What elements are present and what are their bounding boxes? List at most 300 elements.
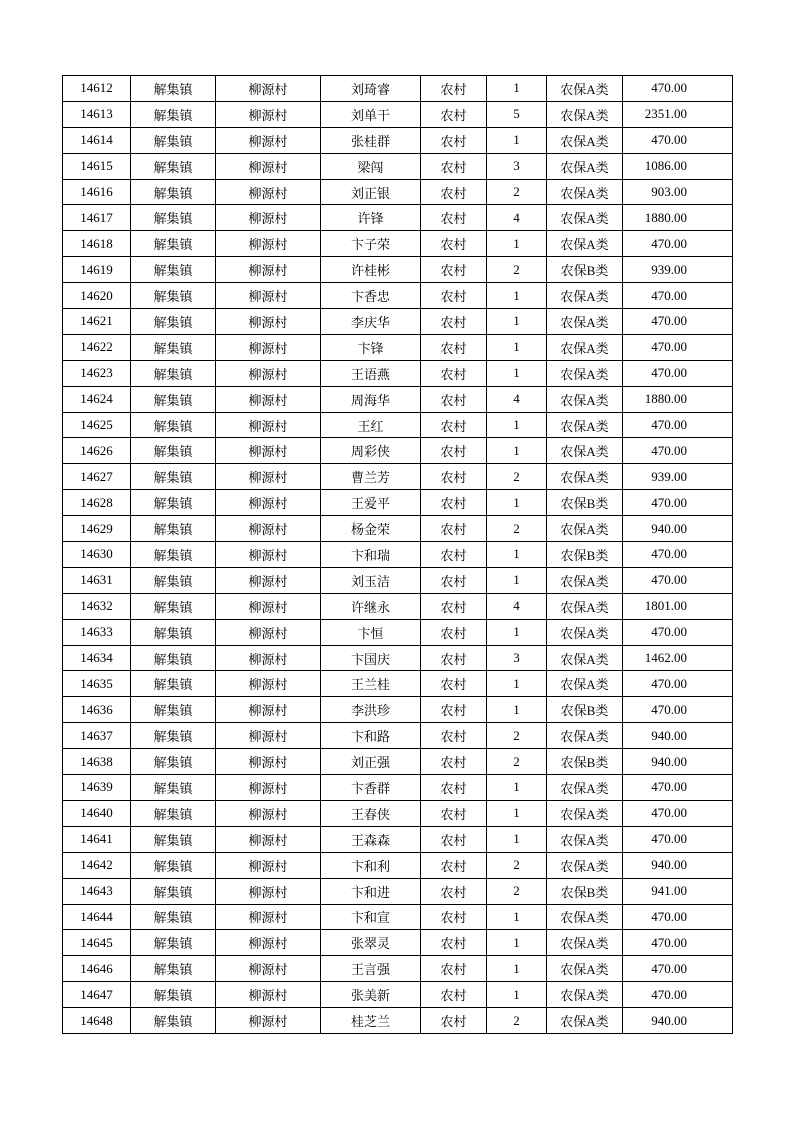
table-cell-amount: 470.00 [623, 826, 733, 852]
table-cell-id: 14629 [63, 516, 131, 542]
table-cell-category: 农保A类 [547, 516, 623, 542]
table-cell-village: 柳源村 [216, 826, 321, 852]
table-row [63, 179, 733, 205]
table-cell-type: 农村 [421, 231, 487, 257]
table-cell-amount: 470.00 [623, 567, 733, 593]
table-cell-town: 解集镇 [131, 127, 216, 153]
table-cell-amount: 470.00 [623, 930, 733, 956]
table-cell-name: 王红 [321, 412, 421, 438]
table-row [63, 101, 733, 127]
table-cell-village: 柳源村 [216, 179, 321, 205]
table-cell-count: 1 [487, 490, 547, 516]
table-cell-amount: 939.00 [623, 464, 733, 490]
table-cell-town: 解集镇 [131, 386, 216, 412]
table-cell-type: 农村 [421, 982, 487, 1008]
table-cell-name: 曹兰芳 [321, 464, 421, 490]
table-cell-town: 解集镇 [131, 205, 216, 231]
table-cell-id: 14632 [63, 593, 131, 619]
table-cell-amount: 1801.00 [623, 593, 733, 619]
table-cell-category: 农保A类 [547, 930, 623, 956]
table-cell-type: 农村 [421, 878, 487, 904]
table-row [63, 593, 733, 619]
table-cell-type: 农村 [421, 826, 487, 852]
table-cell-category: 农保A类 [547, 671, 623, 697]
table-cell-count: 1 [487, 904, 547, 930]
table-row [63, 438, 733, 464]
table-cell-category: 农保A类 [547, 852, 623, 878]
table-cell-id: 14645 [63, 930, 131, 956]
table-row [63, 800, 733, 826]
table-cell-town: 解集镇 [131, 542, 216, 568]
table-cell-village: 柳源村 [216, 490, 321, 516]
table-cell-town: 解集镇 [131, 852, 216, 878]
table-cell-name: 王爱平 [321, 490, 421, 516]
table-cell-town: 解集镇 [131, 749, 216, 775]
table-cell-count: 1 [487, 438, 547, 464]
table-cell-name: 卞恒 [321, 619, 421, 645]
table-cell-village: 柳源村 [216, 127, 321, 153]
table-cell-id: 14616 [63, 179, 131, 205]
table-cell-id: 14634 [63, 645, 131, 671]
table-cell-category: 农保A类 [547, 723, 623, 749]
table-cell-type: 农村 [421, 723, 487, 749]
table-cell-town: 解集镇 [131, 179, 216, 205]
table-cell-name: 张翠灵 [321, 930, 421, 956]
table-cell-id: 14622 [63, 334, 131, 360]
table-cell-village: 柳源村 [216, 153, 321, 179]
table-cell-count: 2 [487, 749, 547, 775]
table-cell-type: 农村 [421, 179, 487, 205]
table-cell-id: 14613 [63, 101, 131, 127]
table-cell-count: 1 [487, 283, 547, 309]
table-cell-name: 王语燕 [321, 360, 421, 386]
table-cell-name: 周彩侠 [321, 438, 421, 464]
table-row [63, 464, 733, 490]
table-cell-town: 解集镇 [131, 516, 216, 542]
table-cell-type: 农村 [421, 904, 487, 930]
table-cell-type: 农村 [421, 542, 487, 568]
table-cell-village: 柳源村 [216, 283, 321, 309]
table-cell-count: 2 [487, 179, 547, 205]
table-cell-village: 柳源村 [216, 257, 321, 283]
table-cell-amount: 470.00 [623, 283, 733, 309]
table-cell-amount: 1880.00 [623, 386, 733, 412]
table-cell-id: 14647 [63, 982, 131, 1008]
table-cell-category: 农保A类 [547, 76, 623, 102]
table-cell-type: 农村 [421, 516, 487, 542]
table-cell-town: 解集镇 [131, 619, 216, 645]
table-cell-count: 1 [487, 542, 547, 568]
table-cell-amount: 470.00 [623, 309, 733, 335]
table-cell-village: 柳源村 [216, 567, 321, 593]
table-cell-village: 柳源村 [216, 982, 321, 1008]
table-cell-type: 农村 [421, 671, 487, 697]
table-row [63, 412, 733, 438]
table-cell-count: 2 [487, 464, 547, 490]
table-cell-name: 周海华 [321, 386, 421, 412]
table-cell-village: 柳源村 [216, 878, 321, 904]
table-cell-amount: 940.00 [623, 516, 733, 542]
table-cell-type: 农村 [421, 567, 487, 593]
table-row [63, 645, 733, 671]
table-cell-type: 农村 [421, 386, 487, 412]
table-cell-village: 柳源村 [216, 930, 321, 956]
table-cell-amount: 470.00 [623, 671, 733, 697]
table-cell-town: 解集镇 [131, 1008, 216, 1034]
table-cell-amount: 940.00 [623, 723, 733, 749]
table-cell-village: 柳源村 [216, 697, 321, 723]
table-cell-name: 张桂群 [321, 127, 421, 153]
table-cell-type: 农村 [421, 334, 487, 360]
table-cell-id: 14620 [63, 283, 131, 309]
table-cell-count: 1 [487, 671, 547, 697]
table-cell-count: 1 [487, 619, 547, 645]
table-cell-name: 卞子荣 [321, 231, 421, 257]
table-cell-village: 柳源村 [216, 516, 321, 542]
table-cell-amount: 1086.00 [623, 153, 733, 179]
table-cell-town: 解集镇 [131, 412, 216, 438]
table-cell-town: 解集镇 [131, 309, 216, 335]
table-row [63, 878, 733, 904]
table-cell-name: 卞香忠 [321, 283, 421, 309]
table-cell-amount: 470.00 [623, 438, 733, 464]
table-cell-type: 农村 [421, 360, 487, 386]
table-cell-village: 柳源村 [216, 412, 321, 438]
table-cell-id: 14633 [63, 619, 131, 645]
table-cell-town: 解集镇 [131, 231, 216, 257]
table-cell-type: 农村 [421, 956, 487, 982]
table-cell-count: 4 [487, 386, 547, 412]
table-cell-town: 解集镇 [131, 956, 216, 982]
table-cell-name: 张美新 [321, 982, 421, 1008]
table-cell-amount: 903.00 [623, 179, 733, 205]
table-cell-village: 柳源村 [216, 671, 321, 697]
table-cell-count: 1 [487, 334, 547, 360]
table-cell-name: 李洪珍 [321, 697, 421, 723]
table-cell-town: 解集镇 [131, 283, 216, 309]
table-cell-name: 刘正银 [321, 179, 421, 205]
table-cell-id: 14639 [63, 775, 131, 801]
table-cell-name: 梁闯 [321, 153, 421, 179]
table-cell-town: 解集镇 [131, 826, 216, 852]
table-cell-type: 农村 [421, 775, 487, 801]
table-row [63, 1008, 733, 1034]
table-cell-village: 柳源村 [216, 1008, 321, 1034]
table-row [63, 542, 733, 568]
table-cell-town: 解集镇 [131, 257, 216, 283]
table-cell-id: 14631 [63, 567, 131, 593]
table-row [63, 334, 733, 360]
table-cell-amount: 470.00 [623, 619, 733, 645]
table-cell-village: 柳源村 [216, 464, 321, 490]
table-cell-village: 柳源村 [216, 723, 321, 749]
table-cell-type: 农村 [421, 205, 487, 231]
table-cell-category: 农保A类 [547, 567, 623, 593]
table-cell-count: 4 [487, 205, 547, 231]
table-cell-count: 1 [487, 982, 547, 1008]
table-row [63, 671, 733, 697]
table-cell-town: 解集镇 [131, 800, 216, 826]
table-cell-id: 14617 [63, 205, 131, 231]
table-cell-type: 农村 [421, 101, 487, 127]
table-cell-id: 14641 [63, 826, 131, 852]
table-cell-id: 14642 [63, 852, 131, 878]
table-cell-category: 农保B类 [547, 749, 623, 775]
table-cell-amount: 1880.00 [623, 205, 733, 231]
table-cell-category: 农保A类 [547, 438, 623, 464]
table-cell-name: 刘单干 [321, 101, 421, 127]
table-cell-amount: 470.00 [623, 412, 733, 438]
table-cell-count: 1 [487, 127, 547, 153]
table-cell-id: 14638 [63, 749, 131, 775]
table-row [63, 127, 733, 153]
table-cell-town: 解集镇 [131, 76, 216, 102]
table-cell-category: 农保B类 [547, 542, 623, 568]
table-cell-name: 许继永 [321, 593, 421, 619]
table-row [63, 283, 733, 309]
table-cell-name: 许桂彬 [321, 257, 421, 283]
table-cell-village: 柳源村 [216, 386, 321, 412]
table-cell-village: 柳源村 [216, 800, 321, 826]
table-cell-name: 王言强 [321, 956, 421, 982]
table-row [63, 516, 733, 542]
table-cell-town: 解集镇 [131, 775, 216, 801]
table-cell-id: 14637 [63, 723, 131, 749]
table-cell-count: 2 [487, 852, 547, 878]
table-cell-count: 1 [487, 309, 547, 335]
table-cell-id: 14640 [63, 800, 131, 826]
table-cell-town: 解集镇 [131, 878, 216, 904]
table-cell-amount: 470.00 [623, 956, 733, 982]
table-cell-name: 刘琦睿 [321, 76, 421, 102]
table-cell-id: 14635 [63, 671, 131, 697]
table-cell-count: 2 [487, 723, 547, 749]
table-row [63, 775, 733, 801]
table-cell-type: 农村 [421, 697, 487, 723]
table-cell-id: 14625 [63, 412, 131, 438]
table-cell-count: 5 [487, 101, 547, 127]
table-cell-category: 农保B类 [547, 490, 623, 516]
table-row [63, 749, 733, 775]
table-row [63, 360, 733, 386]
table-cell-name: 王兰桂 [321, 671, 421, 697]
table-cell-amount: 470.00 [623, 490, 733, 516]
table-cell-amount: 470.00 [623, 76, 733, 102]
table-cell-amount: 470.00 [623, 127, 733, 153]
table-cell-category: 农保A类 [547, 800, 623, 826]
table-cell-type: 农村 [421, 645, 487, 671]
table-cell-count: 3 [487, 645, 547, 671]
table-cell-town: 解集镇 [131, 671, 216, 697]
table-cell-amount: 940.00 [623, 1008, 733, 1034]
table-row [63, 257, 733, 283]
table-cell-id: 14621 [63, 309, 131, 335]
table-cell-town: 解集镇 [131, 334, 216, 360]
table-cell-category: 农保A类 [547, 982, 623, 1008]
table-cell-type: 农村 [421, 749, 487, 775]
table-cell-village: 柳源村 [216, 619, 321, 645]
table-cell-id: 14648 [63, 1008, 131, 1034]
table-cell-type: 农村 [421, 76, 487, 102]
table-cell-village: 柳源村 [216, 904, 321, 930]
table-cell-village: 柳源村 [216, 334, 321, 360]
table-cell-town: 解集镇 [131, 360, 216, 386]
table-cell-category: 农保A类 [547, 127, 623, 153]
table-cell-type: 农村 [421, 153, 487, 179]
table-row [63, 723, 733, 749]
table-cell-name: 卞锋 [321, 334, 421, 360]
table-cell-count: 1 [487, 412, 547, 438]
table-cell-count: 3 [487, 153, 547, 179]
table-cell-category: 农保A类 [547, 386, 623, 412]
table-cell-type: 农村 [421, 309, 487, 335]
table-cell-amount: 470.00 [623, 775, 733, 801]
table-cell-name: 王森森 [321, 826, 421, 852]
table-cell-count: 1 [487, 930, 547, 956]
table-cell-town: 解集镇 [131, 490, 216, 516]
table-cell-town: 解集镇 [131, 930, 216, 956]
table-cell-id: 14630 [63, 542, 131, 568]
table-cell-village: 柳源村 [216, 101, 321, 127]
table-cell-type: 农村 [421, 800, 487, 826]
table-cell-id: 14619 [63, 257, 131, 283]
table-cell-count: 2 [487, 1008, 547, 1034]
table-cell-amount: 470.00 [623, 697, 733, 723]
table-cell-town: 解集镇 [131, 438, 216, 464]
table-cell-type: 农村 [421, 283, 487, 309]
table-cell-id: 14627 [63, 464, 131, 490]
table-cell-town: 解集镇 [131, 567, 216, 593]
table-cell-category: 农保A类 [547, 309, 623, 335]
table-cell-count: 1 [487, 231, 547, 257]
table-cell-village: 柳源村 [216, 76, 321, 102]
table-cell-type: 农村 [421, 1008, 487, 1034]
table-cell-name: 卞和路 [321, 723, 421, 749]
table-cell-category: 农保B类 [547, 878, 623, 904]
table-cell-town: 解集镇 [131, 101, 216, 127]
table-cell-amount: 1462.00 [623, 645, 733, 671]
table-cell-id: 14615 [63, 153, 131, 179]
table-row [63, 153, 733, 179]
table-cell-count: 2 [487, 516, 547, 542]
table-cell-count: 1 [487, 697, 547, 723]
table-cell-count: 1 [487, 956, 547, 982]
table-cell-name: 卞和进 [321, 878, 421, 904]
table-cell-category: 农保A类 [547, 179, 623, 205]
table-cell-amount: 940.00 [623, 749, 733, 775]
table-cell-town: 解集镇 [131, 982, 216, 1008]
table-cell-count: 1 [487, 826, 547, 852]
table-cell-count: 2 [487, 878, 547, 904]
table-cell-id: 14626 [63, 438, 131, 464]
table-cell-town: 解集镇 [131, 904, 216, 930]
table-cell-id: 14623 [63, 360, 131, 386]
table-cell-id: 14643 [63, 878, 131, 904]
table-cell-id: 14628 [63, 490, 131, 516]
table-cell-name: 卞和瑞 [321, 542, 421, 568]
table-cell-type: 农村 [421, 852, 487, 878]
table-cell-amount: 941.00 [623, 878, 733, 904]
table-cell-village: 柳源村 [216, 438, 321, 464]
table-cell-category: 农保A类 [547, 645, 623, 671]
table-cell-name: 桂芝兰 [321, 1008, 421, 1034]
table-cell-name: 王春侠 [321, 800, 421, 826]
table-cell-name: 刘玉洁 [321, 567, 421, 593]
table-cell-category: 农保A类 [547, 101, 623, 127]
table-cell-count: 1 [487, 775, 547, 801]
table-cell-id: 14614 [63, 127, 131, 153]
table-cell-village: 柳源村 [216, 645, 321, 671]
table-cell-amount: 470.00 [623, 904, 733, 930]
table-cell-village: 柳源村 [216, 205, 321, 231]
table-row [63, 930, 733, 956]
table-cell-category: 农保A类 [547, 360, 623, 386]
table-row [63, 956, 733, 982]
table-cell-name: 刘正强 [321, 749, 421, 775]
table-row [63, 697, 733, 723]
table-cell-type: 农村 [421, 619, 487, 645]
table-row [63, 619, 733, 645]
table-cell-category: 农保B类 [547, 257, 623, 283]
table-cell-village: 柳源村 [216, 852, 321, 878]
table-cell-name: 卞和利 [321, 852, 421, 878]
table-cell-amount: 2351.00 [623, 101, 733, 127]
table-cell-type: 农村 [421, 930, 487, 956]
table-cell-town: 解集镇 [131, 593, 216, 619]
table-cell-name: 卞和宣 [321, 904, 421, 930]
table-cell-town: 解集镇 [131, 697, 216, 723]
table-row [63, 309, 733, 335]
table-cell-count: 1 [487, 360, 547, 386]
table-cell-count: 1 [487, 567, 547, 593]
table-cell-count: 2 [487, 257, 547, 283]
table-cell-name: 李庆华 [321, 309, 421, 335]
table-cell-village: 柳源村 [216, 956, 321, 982]
table-body [63, 76, 733, 1034]
table-cell-category: 农保A类 [547, 205, 623, 231]
table-cell-category: 农保A类 [547, 956, 623, 982]
table-cell-type: 农村 [421, 490, 487, 516]
table-cell-category: 农保A类 [547, 283, 623, 309]
table-cell-amount: 470.00 [623, 231, 733, 257]
table-cell-amount: 470.00 [623, 334, 733, 360]
table-cell-category: 农保A类 [547, 464, 623, 490]
table-cell-amount: 470.00 [623, 360, 733, 386]
table-cell-town: 解集镇 [131, 153, 216, 179]
table-cell-category: 农保A类 [547, 412, 623, 438]
table-cell-type: 农村 [421, 464, 487, 490]
table-cell-type: 农村 [421, 438, 487, 464]
table-cell-amount: 470.00 [623, 800, 733, 826]
table-cell-category: 农保A类 [547, 1008, 623, 1034]
table-cell-village: 柳源村 [216, 542, 321, 568]
table-cell-count: 4 [487, 593, 547, 619]
table-cell-village: 柳源村 [216, 309, 321, 335]
table-cell-town: 解集镇 [131, 723, 216, 749]
table-cell-id: 14624 [63, 386, 131, 412]
table-cell-category: 农保A类 [547, 593, 623, 619]
table-row [63, 231, 733, 257]
table-cell-amount: 939.00 [623, 257, 733, 283]
table-cell-town: 解集镇 [131, 464, 216, 490]
table-row [63, 567, 733, 593]
table-cell-category: 农保A类 [547, 619, 623, 645]
table-row [63, 852, 733, 878]
table-cell-type: 农村 [421, 412, 487, 438]
table-cell-type: 农村 [421, 257, 487, 283]
table-cell-id: 14618 [63, 231, 131, 257]
table-cell-category: 农保A类 [547, 153, 623, 179]
